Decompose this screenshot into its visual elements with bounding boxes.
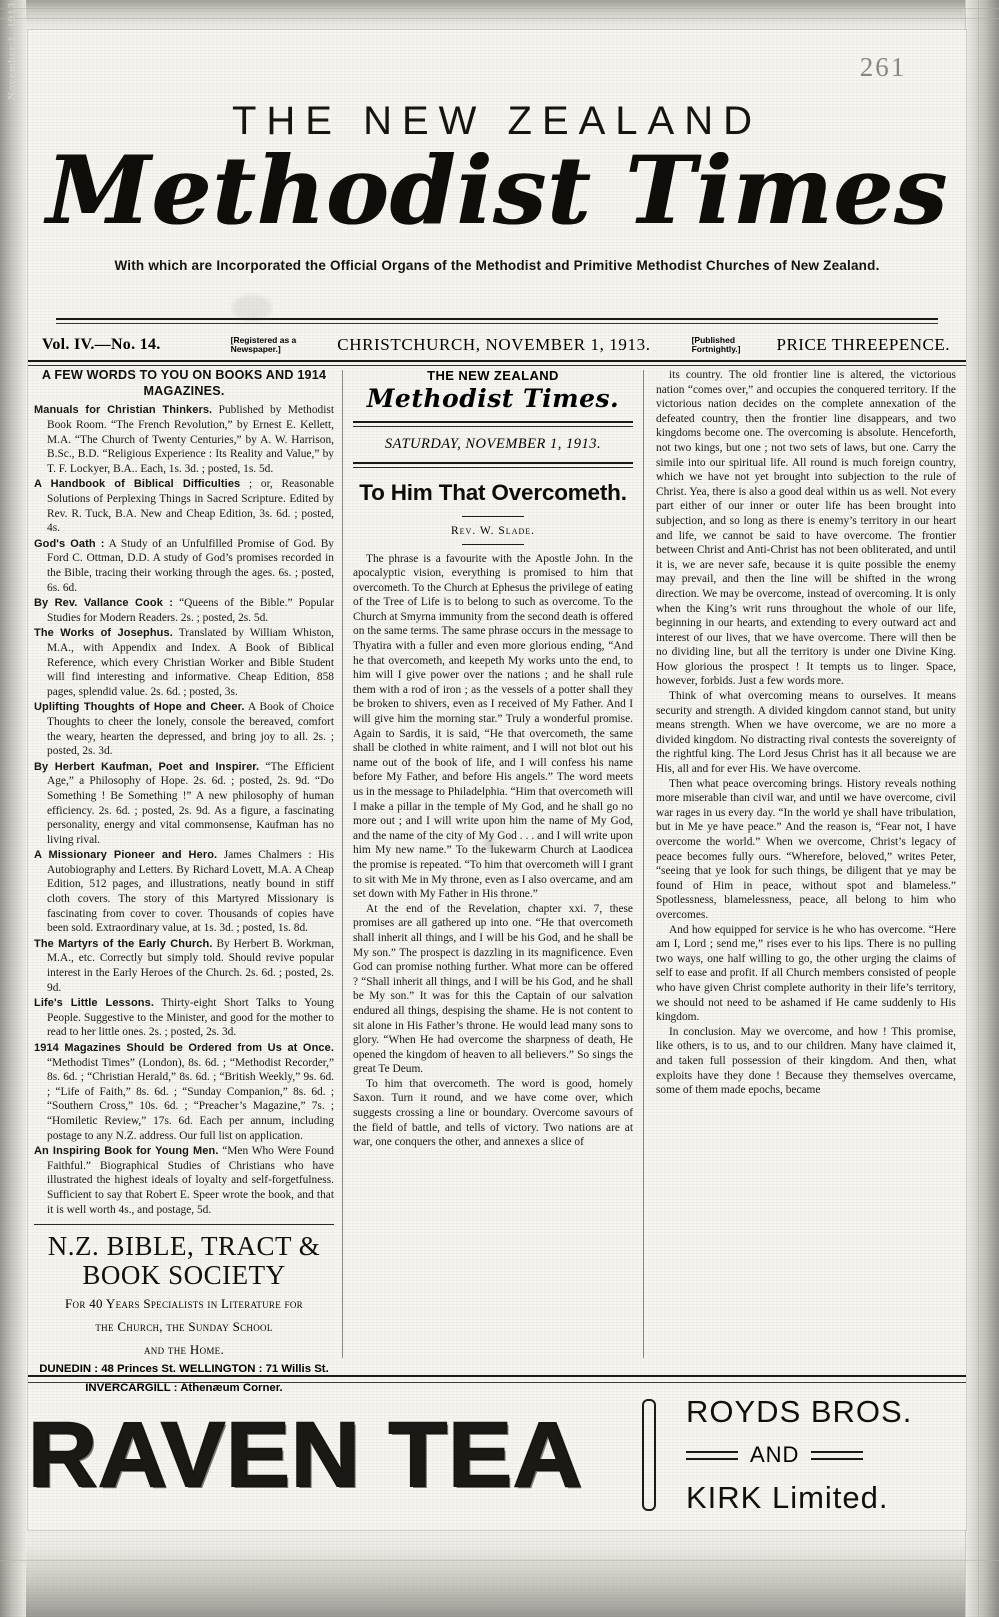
article-body-col2 — [353, 552, 633, 1150]
issue-date: SATURDAY, NOVEMBER 1, 1913. — [384, 435, 602, 452]
paragraph: At the end of the Revelation, chapter xxi. 7, these promises are all gathered up into one. “He that overcometh shall inherit all things, and I will be his God, and he shall be My son.” The prospect is dazzling in its magnificence. Even God can promise nothing further. What more can be offered ? “Shall inherit all things, and I will be his God, and he shall be My son.” It was for this the Captain of our salvation endured all things, despising the shame. He is not content to sit alone in His Father’s throne. He would lead many sons to glory. “When He had overcome the sharpness of death, He opened the kingdom of heaven to all believers.” So sings the great Te Deum. — [353, 902, 633, 1076]
paper-name-kicker: THE NEW ZEALAND — [427, 368, 559, 383]
banner-separator — [642, 1387, 656, 1523]
banner-rule — [28, 1375, 966, 1383]
column-advertisements — [28, 368, 342, 1395]
book-entry — [34, 700, 334, 758]
book-title: The Works of Josephus. — [34, 627, 173, 640]
book-entry — [34, 626, 334, 699]
paragraph: And how equipped for service is he who has overcome. “Here am I, Lord ; send me,” rises ever to his lips. There is no pulling two ways, one half willing to go, the other urging the claims of self to ease and profit. If all Church members consisted of people who have given Christ complete authority in their life’s territory, we should not need to be ashamed if He came suddenly to His kingdom. — [656, 923, 956, 1024]
book-desc: By Herbert B. Workman, M.A., etc. Correctly but simply told. Should revive popular interest in the Early Heroes of the Church. 2s. 6d. ; posted, 2s. 9d. — [47, 937, 335, 994]
paragraph: The phrase is a favourite with the Apostle John. In the apocalyptic vision, everything is promised to him that overcometh. To the Church at Ephesus the privilege of eating of the Tree of Life is to belong to such as overcome. To the Church at Smyrna immunity from the second death is offered on the same terms. The same phrase occurs in the message to Thyatira with a fuller and even more glorious ending, “And he that overcometh, and keepeth My works unto the end, to him will I give power over the nations ; and he shall rule them with a rod of iron ; as the vessels of a potter shall they be broken to shivers, even as I received of My Father. And I will give him the morning star.” Truly a wonderful promise. Again to Sardis, it is said, “He that overcometh, the same shall be clothed in white raiment, and I will not blot out his name out of the book of life, and I will confess his name before My Father, and before His angels.” The word meets us in the message to Philadelphia. “Him that overcometh will I make a pillar in the temple of My God, and he shall go no more out ; and I will write upon him the name of My God, and the name of the city of My God . . . and I will write upon him My new name.” To the lukewarm Church at Laodicea the promise is repeated. “To him that overcometh will I grant to sit with Me in My throne, even as I also overcame, and am set down with My Father in His throne.” — [353, 552, 633, 901]
paragraph: Think of what overcoming means to ourselves. It means security and strength. A divided kingdom cannot stand, but unity means strength. When we have overcome, we are no more a divided kingdom. No distracting rival contests the sovereignty of the rightful king. The Lord Jesus Christ has it all because we are His, all and for ever His. We have overcome. — [656, 690, 956, 776]
bible-society-tagline-3: and the Home. — [143, 1341, 225, 1357]
paragraph: To him that overcometh. The word is good, homely Saxon. Turn it round, and we have come over, which suggests crossing a line or boundary. Overcome savours of the field of battle, and tells of victory. Two nations are at war, one conquers the other, and annexes a slice of — [353, 1077, 633, 1149]
book-title: The Martyrs of the Early Church. — [34, 937, 213, 950]
company-name-line3: KIRK Limited. — [686, 1480, 889, 1515]
registered-notice: [Registered as a Newspaper.] — [230, 335, 297, 354]
margin-vertical-note: November 1, 1913 — [6, 1, 18, 100]
paper-name-gothic: Methodist Times. — [366, 384, 620, 413]
bible-society-name-line1: N.Z. BIBLE, TRACT & — [47, 1231, 321, 1262]
company-name-line1: ROYDS BROS. — [686, 1394, 913, 1429]
book-desc: “Methodist Times” (London), 8s. 6d. ; “Methodist Recorder,” 8s. 6d. ; “Christian Herald,” 8s. 6d. ; “British Weekly,” 9s. 6d. ; “Life of Faith,” 8s. 6d. ; “Sunday Companion,” 8s. 6d. ; “Southern Cross,” 10s. 6d. ; “Preacher’s Magazine,” 7s. ; “Homiletic Review,” 17s. 6d. Each per annum, including postage to any N.Z. address. Our full list on application. — [47, 1056, 334, 1142]
book-title: A Handbook of Biblical Difficulties — [34, 478, 241, 491]
book-desc: A Book of Choice Thoughts to cheer the lonely, console the bereaved, comfort the weary, hearten the depressed, and bring joy to all. 2s. ; posted, 2s. 3d. — [47, 701, 335, 758]
masthead-rule — [28, 318, 966, 324]
column-article-continued — [644, 368, 962, 1358]
book-title: Manuals for Christian Thinkers. — [34, 404, 213, 417]
article-headline: To Him That Overcometh. — [359, 479, 627, 505]
scan-smudge — [484, 838, 495, 851]
page-stack-line — [0, 1560, 999, 1561]
article-rule-mid — [353, 462, 633, 468]
page-stack-line — [978, 0, 979, 1617]
dateline-bar — [28, 330, 966, 360]
bible-society-address-2: INVERCARGILL : Athenæum Corner. — [85, 1382, 283, 1395]
scan-edge-right — [965, 0, 999, 1617]
book-entry — [34, 403, 334, 476]
headline-rule — [462, 516, 524, 517]
book-desc: ; or, Reasonable Solutions of Perplexing Things in Sacred Scripture. Edited by Rev. R. Tuck, B.A. New and Cheap Edition, 3s. 6d. ; posted, 4s. — [47, 478, 334, 535]
bottom-banner-ad[interactable] — [28, 1375, 966, 1525]
paragraph: its country. The old frontier line is altered, the victorious nation “comes over,” and occupies the conquered territory. If the victorious nation decides on the complete annexation of the defeated country, then the frontier line disappears, and two kingdoms become one. The overcoming is absolute. Henceforth, not two kings, but one ; not two sets of laws, but one. Carry the simile into our spiritual life. All round is much foreign country, which we have not yet brought into subjection to the rule of Christ. Yea, there is also a good deal within us as well. Not every part either of our inner or outer life has been brought into subjection, and so long as there is enemy’s territory in our heart and life, we cannot be said to have overcome. The frontier between Christ and Anti-Christ has not been obliterated, and until it is, we are never safe, because it is quite possible the enemy may prevail, and then the line will be shifted in the wrong direction. We may be overcome, instead of overcoming. It is only when the King’s writ runs throughout the whole of our life, beginning in our hearts, and extending to every outward act and interest of our lives, that we have overcome. There will then be no dividing line, but all the territory is under one Divine King. How glorious the prospect ! It tempts us to linger. Space, however, forbids. Just a few words more. — [656, 369, 956, 688]
book-title: By Rev. Vallance Cook : — [34, 597, 174, 610]
volume-issue: Vol. IV.—No. 14. — [42, 336, 161, 353]
book-desc: Published by Methodist Book Room. “The French Revolution,” by Ernest E. Kellett, M.A. “The Church of Twenty Centuries,” by A. W. Harrison, B.Sc., B.D. “Religious Experience : Its Reality and Value,” by T. F. Lockyer, B.A.. Each, 1s. 3d. ; posted, 1s. 5d. — [47, 404, 334, 475]
masthead — [28, 100, 966, 273]
masthead-title: Methodist Times — [46, 136, 948, 246]
masthead-kicker: THE NEW ZEALAND — [231, 99, 763, 143]
byline-rule — [462, 544, 524, 545]
scan-edge-top — [0, 0, 999, 34]
paragraph: In conclusion. May we overcome, and how ! This promise, like others, is to us, and to our children. Many have claimed it, and taken full possession of their kingdom. And then, what exploits have they done ! Because they themselves overcame, some of them made epochs, became — [656, 1025, 956, 1097]
masthead-subtitle: With which are Incorporated the Official Organs of the Methodist and Primitive Methodist Churches of New Zealand. — [114, 257, 880, 273]
book-entry — [34, 848, 334, 936]
publication-frequency: [Published Fortnightly.] — [691, 335, 741, 354]
royds-bros-kirk-block — [656, 1387, 966, 1523]
raven-tea-wordmark: RAVEN TEA — [28, 1404, 584, 1506]
book-entry — [34, 537, 334, 595]
book-entry — [34, 1041, 334, 1143]
book-title: By Herbert Kaufman, Poet and Inspirer. — [34, 760, 260, 773]
scan-edge-bottom — [0, 1521, 999, 1617]
page-number: 261 — [859, 52, 907, 82]
column-leading-article — [343, 368, 643, 1358]
bible-society-tagline-2: the Church, the Sunday School — [95, 1318, 273, 1334]
book-title: Life's Little Lessons. — [34, 997, 155, 1010]
dateline-rule — [28, 360, 966, 366]
rule-left — [686, 1451, 738, 1460]
article-rule-top — [353, 421, 633, 427]
bible-society-address-1: DUNEDIN : 48 Princes St. WELLINGTON : 71 Willis St. — [39, 1363, 329, 1376]
cover-price: PRICE THREEPENCE. — [776, 335, 950, 354]
raven-tea-logo — [28, 1387, 642, 1523]
book-title: God's Oath : — [34, 537, 105, 550]
article-columns — [28, 368, 966, 1395]
books-ad-heading: A FEW WORDS TO YOU ON BOOKS AND 1914 MAGAZINES. — [41, 368, 327, 398]
book-entry — [34, 937, 334, 995]
book-title: Uplifting Thoughts of Hope and Cheer. — [34, 701, 245, 714]
bible-society-tagline-1: For 40 Years Specialists in Literature for — [65, 1296, 303, 1312]
book-entry — [34, 760, 334, 848]
rule-right — [811, 1451, 863, 1460]
book-desc: James Chalmers : His Autobiography and Letters. By Richard Lovett, M.A. A Cheap Edition, 512 pages, and illustrations, neatly bound in stiff cloth covers. The story of this Martyred Missionary is fascinating from cover to cover. Thousands of copies have been sold. Extraordinary value, at 1s. 3d. ; posted, 1s. 8d. — [47, 849, 335, 935]
bible-society-name-line2: BOOK SOCIETY — [82, 1260, 286, 1291]
page-stack-line — [0, 8, 999, 9]
book-desc: “Men Who Were Found Faithful.” Biographical Studies of Christians who have illustrated the highest ideals of loyalty and self-forgetfulness. Sufficient to say that Robert E. Speer wrote the book, and that it is well worth 4s., and postage, 5d. — [47, 1145, 334, 1216]
book-desc: Translated by William Whiston, M.A., with Appendix and Index. A Book of Biblical Reference, which every Christian Worker and Bible Student will find interesting and informative. Cheap Edition, 858 pages, splendid value. 2s. 6d. ; posted, 3s. — [47, 627, 334, 698]
book-desc: A Study of an Unfulfilled Promise of God. By Ford C. Ottman, D.D. A study of God’s promises recorded in the Bible, tracing their working through the ages. 6s. ; posted, 6s. 6d. — [47, 537, 334, 594]
books-list — [34, 403, 334, 1217]
book-desc: “The Efficient Age,” a Philosophy of Hope. 2s. 6d. ; posted, 2s. 9d. “Do Something ! Be Something !” A new philosophy of human efficiency. 2s. 6d. ; posted, 2s. 9d. As a figure, a fascinating personality, energy and vital commonsense, Kaufman has no living rival. — [47, 760, 334, 846]
book-entry — [34, 477, 334, 535]
book-desc: Thirty-eight Short Talks to Young People. Suggestive to the Minister, and good for the mother to read to her little ones. 2s. ; posted, 2s. 3d. — [47, 997, 334, 1039]
city-and-date: CHRISTCHURCH, NOVEMBER 1, 1913. — [337, 335, 651, 354]
book-desc: “Queens of the Bible.” Popular Studies for Modern Readers. 2s. ; posted, 2s. 5d. — [47, 597, 334, 624]
book-title: 1914 Magazines Should be Ordered from Us at Once. — [34, 1042, 334, 1054]
bible-society-ad[interactable] — [34, 1224, 334, 1397]
company-name-line2-row — [686, 1442, 966, 1468]
paragraph: Then what peace overcoming brings. History reveals nothing more miserable than civil war, and until we have overcome, civil war rages in us every day. “In the world ye shall have tribulation, but in Me ye have peace.” And the reason is, “Fear not, I have overcome the world.” When we overcome, Christ’s legacy of peace becomes fully ours. “Wherefore, beloved,” writes Peter, “seeing that ye look for such things, be diligent that ye may be found of Him in peace, without spot and blameless.” Spotlessness, blamelessness, peace, all belong to him who overcomes. — [656, 777, 956, 921]
scan-smudge — [232, 295, 272, 321]
article-byline: Rev. W. Slade. — [450, 524, 536, 537]
book-entry — [34, 1144, 334, 1217]
scan-edge-left — [0, 0, 26, 1617]
book-title: A Missionary Pioneer and Hero. — [34, 849, 218, 862]
article-body-col3 — [656, 368, 956, 1098]
book-entry — [34, 596, 334, 625]
company-name-line2: AND — [750, 1442, 800, 1467]
book-title: An Inspiring Book for Young Men. — [34, 1145, 219, 1158]
page-stack-line — [0, 18, 999, 19]
book-entry — [34, 996, 334, 1040]
